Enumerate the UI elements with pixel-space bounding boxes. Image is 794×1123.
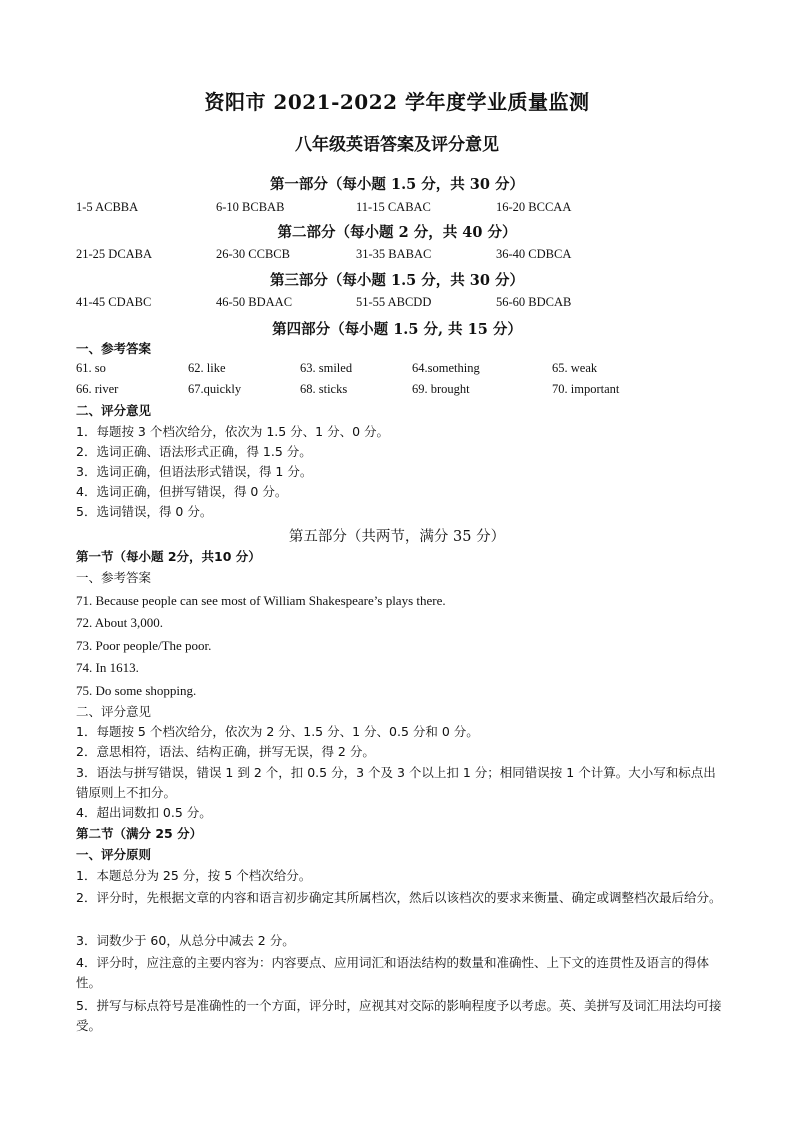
answer-group: 56-60 BDCAB: [496, 295, 572, 309]
answer-item: 65. weak: [552, 361, 598, 375]
rule-item: 2．意思相符，语法、结构正确，拼写无误，得 2 分。: [76, 744, 375, 759]
short-answer: 73. Poor people/The poor.: [76, 638, 212, 653]
section1-rules-label: 二、评分意见: [76, 704, 152, 719]
part4-ref-label: 一、参考答案: [76, 341, 152, 356]
page-subtitle: 八年级英语答案及评分意见: [295, 135, 499, 155]
part2-heading: 第二部分（每小题 2 分，共 40 分）: [277, 224, 517, 241]
answer-item: 68. sticks: [300, 382, 348, 396]
rule-item: 1．每题按 3 个档次给分，依次为 1.5 分、1 分、0 分。: [76, 424, 390, 439]
answer-item: 67.quickly: [188, 382, 242, 396]
answer-item: 63. smiled: [300, 361, 353, 375]
answer-item: 70. important: [552, 382, 620, 396]
rule-item: 2．选词正确、语法形式正确，得 1.5 分。: [76, 444, 312, 459]
part4-rules-label: 二、评分意见: [76, 403, 152, 418]
answer-group: 41-45 CDABC: [76, 295, 152, 309]
part4-heading: 第四部分（每小题 1.5 分, 共 15 分）: [272, 321, 522, 338]
section2-principles-label: 一、评分原则: [76, 847, 152, 862]
part5-heading: 第五部分（共两节，满分 35 分）: [288, 529, 506, 545]
rule-item: 1．每题按 5 个档次给分，依次为 2 分、1.5 分、1 分、0.5 分和 0 分。: [76, 724, 479, 739]
part1-answers: [76, 200, 736, 218]
principle-item: 4．评分时，应注意的主要内容为：内容要点、应用词汇和语法结构的数量和准确性、上下文的连贯性及语言的得体性。: [76, 955, 709, 990]
principle-item: 1．本题总分为 25 分，按 5 个档次给分。: [76, 868, 312, 883]
principle-item: 2．评分时，先根据文章的内容和语言初步确定其所属档次，然后以该档次的要求来衡量、确定或调整档次最后给分。: [76, 890, 722, 905]
page-title: 资阳市 2021-2022 学年度学业质量监测: [204, 90, 590, 114]
part3-heading: 第三部分（每小题 1.5 分，共 30 分）: [269, 272, 525, 289]
answer-item: 64.something: [412, 361, 480, 375]
rule-item: 4．超出词数扣 0.5 分。: [76, 805, 212, 820]
answer-item: 69. brought: [412, 382, 470, 396]
answer-group: 46-50 BDAAC: [216, 295, 293, 309]
answer-group: 31-35 BABAC: [356, 247, 432, 261]
principle-item: 3．词数少于 60，从总分中减去 2 分。: [76, 933, 295, 948]
answer-group: 6-10 BCBAB: [216, 200, 285, 214]
answer-group: 26-30 CCBCB: [216, 247, 290, 261]
part1-heading: 第一部分（每小题 1.5 分，共 30 分）: [269, 176, 525, 193]
part2-answers: [76, 247, 736, 265]
section2-label: 第二节（满分 25 分）: [76, 826, 203, 841]
rule-item: 4．选词正确，但拼写错误，得 0 分。: [76, 484, 288, 499]
rule-item: 5．选词错误，得 0 分。: [76, 504, 213, 519]
answer-group: 16-20 BCCAA: [496, 200, 572, 214]
answer-group: 36-40 CDBCA: [496, 247, 572, 261]
short-answer: 72. About 3,000.: [76, 615, 164, 630]
section1-ref-label: 一、参考答案: [76, 570, 152, 585]
short-answer: 71. Because people can see most of William Shakespeare’s plays there.: [76, 593, 446, 608]
short-answer: 75. Do some shopping.: [76, 683, 197, 698]
principle-item: 5．拼写与标点符号是准确性的一个方面，评分时，应视其对交际的影响程度予以考虑。英、美拼写及词汇用法均可接受。: [76, 998, 722, 1033]
answer-item: 66. river: [76, 382, 119, 396]
part4-answers-row2: [76, 382, 736, 400]
answer-group: 51-55 ABCDD: [356, 295, 432, 309]
answer-group: 11-15 CABAC: [356, 200, 431, 214]
rule-item: 3．语法与拼写错误，错误 1 到 2 个，扣 0.5 分，3 个及 3 个以上扣 1 分；相同错误按 1 个计算。大小写和标点出错原则上不扣分。: [76, 765, 716, 800]
answer-group: 1-5 ACBBA: [76, 200, 139, 214]
section1-label: 第一节（每小题 2分，共10 分）: [76, 549, 261, 564]
short-answer: 74. In 1613.: [76, 660, 139, 675]
answer-group: 21-25 DCABA: [76, 247, 153, 261]
part3-answers: [76, 295, 736, 313]
rule-item: 3．选词正确，但语法形式错误，得 1 分。: [76, 464, 313, 479]
part4-answers-row1: [76, 361, 736, 379]
answer-item: 61. so: [76, 361, 106, 375]
answer-item: 62. like: [188, 361, 226, 375]
